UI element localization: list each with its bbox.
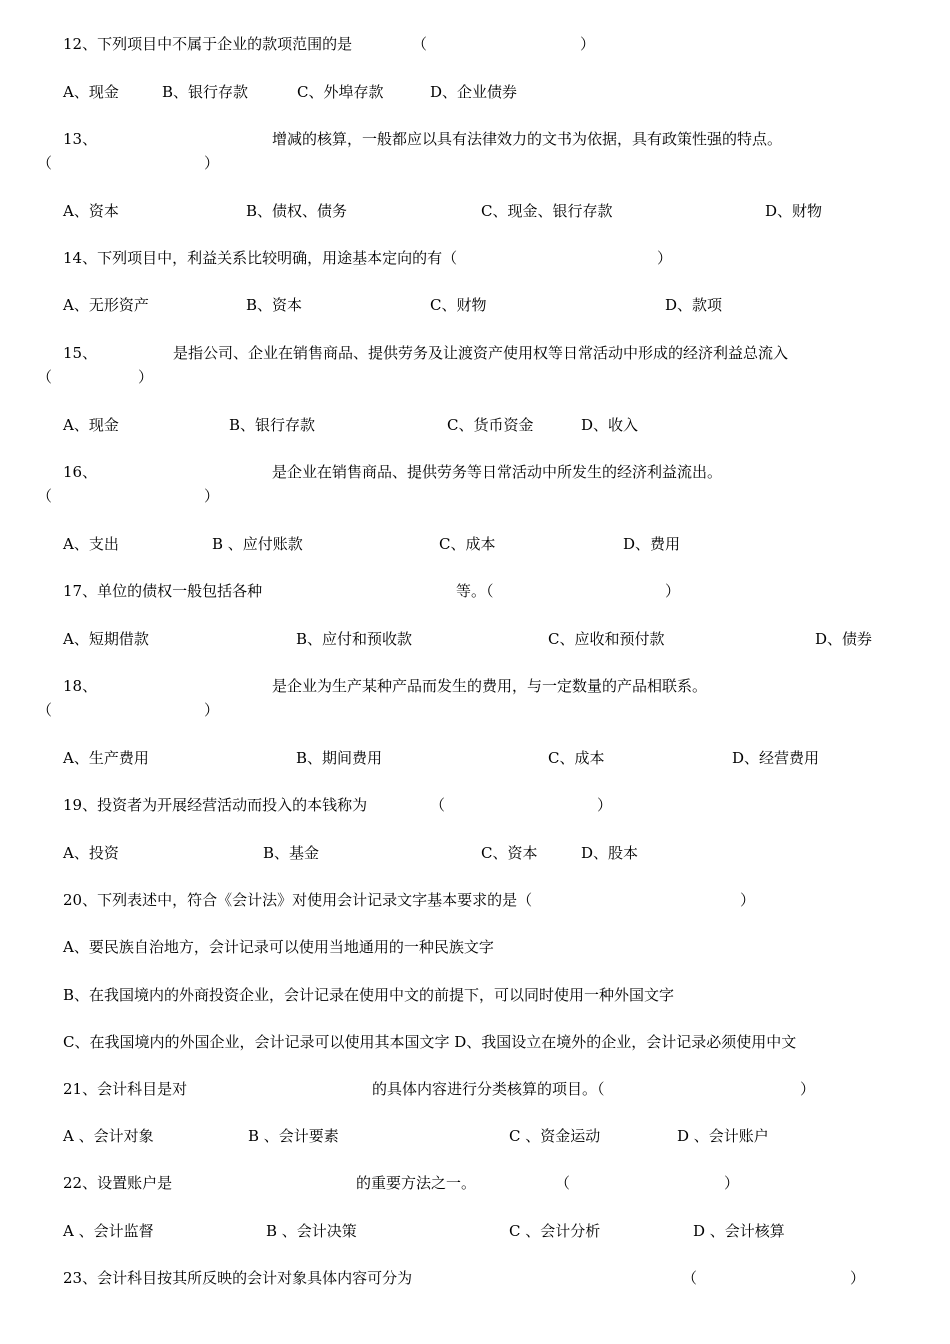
q15-paren-close: ） — [138, 368, 154, 386]
q15-option-d: D、收入 — [581, 416, 639, 434]
q18-number: 18、 — [63, 677, 98, 695]
q12-option-d: D、企业债券 — [430, 83, 518, 101]
q14-stem: 14、下列项目中，利益关系比较明确，用途基本定向的有（ — [63, 249, 458, 267]
q16-number: 16、 — [63, 463, 98, 481]
q23-paren-close: ） — [850, 1269, 866, 1287]
q21-stem: 21、会计科目是对 — [63, 1080, 188, 1098]
q17-stem-end: 等。（ — [456, 582, 494, 600]
q19-option-b: B、基金 — [263, 844, 320, 862]
q21-option-c: C 、资金运动 — [509, 1127, 601, 1145]
q16-paren-close: ） — [204, 487, 220, 505]
q17-paren-close: ） — [665, 582, 681, 600]
q13-option-c: C、现金、银行存款 — [481, 202, 613, 220]
q18-option-b: B、期间费用 — [296, 749, 383, 767]
q22-option-a: A 、会计监督 — [63, 1222, 154, 1240]
q21-stem-end: 的具体内容进行分类核算的项目。（ — [372, 1080, 605, 1098]
q20-option-a: A、要民族自治地方，会计记录可以使用当地通用的一种民族文字 — [63, 938, 494, 956]
q16-option-d: D、费用 — [623, 535, 681, 553]
q12-option-b: B、银行存款 — [162, 83, 249, 101]
q15-number: 15、 — [63, 344, 98, 362]
q22-paren-open: （ — [555, 1174, 571, 1192]
q15-option-a: A、现金 — [63, 416, 119, 434]
q14-option-a: A、无形资产 — [63, 296, 149, 314]
q12-paren-open: （ — [412, 35, 428, 53]
q14-option-c: C、财物 — [430, 296, 487, 314]
q20-paren-close: ） — [740, 891, 756, 909]
q17-option-b: B、应付和预收款 — [296, 630, 413, 648]
q22-option-c: C 、会计分析 — [509, 1222, 601, 1240]
q13-paren-open: （ — [37, 154, 53, 172]
q17-stem: 17、单位的债权一般包括各种 — [63, 582, 263, 600]
q12-option-a: A、现金 — [63, 83, 119, 101]
q18-paren-close: ） — [204, 701, 220, 719]
q14-option-b: B、资本 — [246, 296, 303, 314]
q15-option-c: C、货币资金 — [447, 416, 534, 434]
q19-stem: 19、投资者为开展经营活动而投入的本钱称为 — [63, 796, 368, 814]
q23-paren-open: （ — [682, 1269, 698, 1287]
q22-option-d: D 、会计核算 — [693, 1222, 785, 1240]
q13-option-a: A、资本 — [63, 202, 119, 220]
q20-option-b: B、在我国境内的外商投资企业，会计记录在使用中文的前提下，可以同时使用一种外国文字 — [63, 986, 675, 1004]
q13-number: 13、 — [63, 130, 98, 148]
q16-option-c: C、成本 — [439, 535, 496, 553]
q13-option-d: D、财物 — [765, 202, 823, 220]
q19-option-d: D、股本 — [581, 844, 639, 862]
q16-option-b: B 、应付账款 — [212, 535, 303, 553]
q22-paren-close: ） — [724, 1174, 740, 1192]
q22-stem-end: 的重要方法之一。 — [356, 1174, 477, 1192]
q17-option-d: D、债券 — [815, 630, 873, 648]
q18-option-c: C、成本 — [548, 749, 605, 767]
q19-paren-close: ） — [597, 796, 613, 814]
q23-stem: 23、会计科目按其所反映的会计对象具体内容可分为 — [63, 1269, 413, 1287]
q12-paren-close: ） — [580, 35, 596, 53]
q21-option-a: A 、会计对象 — [63, 1127, 154, 1145]
q20-option-c-d: C、在我国境内的外国企业，会计记录可以使用其本国文字 D、我国设立在境外的企业，会计记录必须使用中文 — [63, 1033, 797, 1051]
q12-option-c: C、外埠存款 — [297, 83, 384, 101]
q15-stem: 是指公司、企业在销售商品、提供劳务及让渡资产使用权等日常活动中形成的经济利益总流入 — [173, 344, 789, 362]
q18-paren-open: （ — [37, 701, 53, 719]
q18-option-d: D、经营费用 — [732, 749, 820, 767]
q19-option-a: A、投资 — [63, 844, 119, 862]
q20-stem: 20、下列表述中，符合《会计法》对使用会计记录文字基本要求的是（ — [63, 891, 533, 909]
q21-paren-close: ） — [800, 1080, 816, 1098]
q16-option-a: A、支出 — [63, 535, 119, 553]
q22-stem: 22、设置账户是 — [63, 1174, 173, 1192]
q18-stem: 是企业为生产某种产品而发生的费用，与一定数量的产品相联系。 — [272, 677, 708, 695]
q15-option-b: B、银行存款 — [229, 416, 316, 434]
q21-option-b: B 、会计要素 — [248, 1127, 339, 1145]
q16-stem: 是企业在销售商品、提供劳务等日常活动中所发生的经济利益流出。 — [272, 463, 723, 481]
q13-paren-close: ） — [204, 154, 220, 172]
q17-option-a: A、短期借款 — [63, 630, 149, 648]
q14-paren-close: ） — [657, 249, 673, 267]
q18-option-a: A、生产费用 — [63, 749, 149, 767]
q13-option-b: B、债权、债务 — [246, 202, 348, 220]
q15-paren-open: （ — [37, 368, 53, 386]
q19-option-c: C、资本 — [481, 844, 538, 862]
q16-paren-open: （ — [37, 487, 53, 505]
q19-paren-open: （ — [430, 796, 446, 814]
q13-stem: 增减的核算，一般都应以具有法律效力的文书为依据，具有政策性强的特点。 — [272, 130, 783, 148]
q14-option-d: D、款项 — [665, 296, 723, 314]
q22-option-b: B 、会计决策 — [266, 1222, 357, 1240]
q21-option-d: D 、会计账户 — [677, 1127, 769, 1145]
q17-option-c: C、应收和预付款 — [548, 630, 665, 648]
q12-stem: 12、下列项目中不属于企业的款项范围的是 — [63, 35, 353, 53]
